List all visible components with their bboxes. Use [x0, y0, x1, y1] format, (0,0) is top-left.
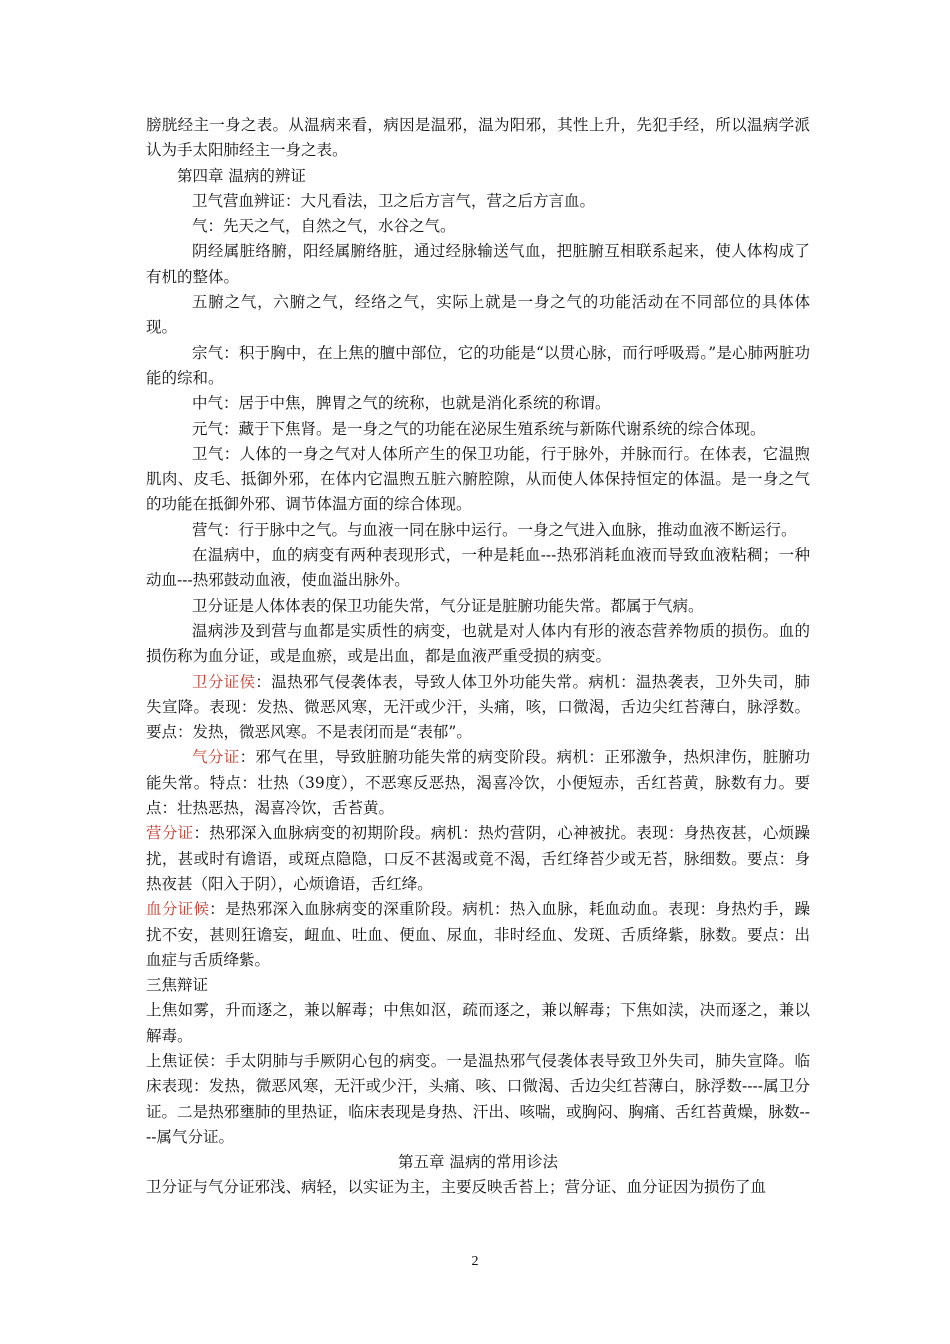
paragraph: 温病涉及到营与血都是实质性的病变，也就是对人体内有形的液态营养物质的损伤。血的损伤称为血分证，或是血瘀，或是出血，都是血液严重受损的病变。 [146, 621, 810, 666]
paragraph: 卫分证是人体体表的保卫功能失常，气分证是脏腑功能失常。都属于气病。 [192, 596, 704, 615]
page-content [146, 113, 810, 1201]
paragraph: 气：先天之气，自然之气，水谷之气。 [192, 217, 456, 236]
paragraph: 中气：居于中焦，脾胃之气的统称，也就是消化系统的称谓。 [192, 394, 611, 413]
term-text: ：温热邪气侵袭体表，导致人体卫外功能失常。病机：温热袭表，卫外失司，肺失宣降。表现：发热、微恶风寒，无汗或少汗，头痛，咳，口微渴，舌边尖红苔薄白，脉浮数。要点：发热，微恶风寒。不是表闭而是“表郁”。 [146, 672, 810, 742]
term-text: ：热邪深入血脉病变的初期阶段。病机：热灼营阴，心神被扰。表现：身热夜甚，心烦躁扰，甚或时有谵语，或斑点隐隐，口反不甚渴或竟不渴，舌红绛苔少或无苔，脉细数。要点：身热夜甚（阳入于阴），心烦谵语，舌红绛。 [146, 824, 810, 893]
paragraph-qi-fen [146, 745, 810, 821]
paragraph: 上焦证侯：手太阴肺与手厥阴心包的病变。一是温热邪气侵袭体表导致卫外失司，肺失宣降。临床表现：发热，微恶风寒，无汗或少汗，头痛、咳、口微渴、舌边尖红苔薄白，脉浮数----属卫分证。二是热邪壅肺的里热证，临床表现是身热、汗出、咳喘，或胸闷、胸痛、舌红苔黄燥，脉数----属气分证。 [146, 1051, 810, 1146]
term-text: ：是热邪深入血脉病变的深重阶段。病机：热入血脉，耗血动血。表现：身热灼手，躁扰不安，甚则狂谵妄，衄血、吐血、便血、尿血，非时经血、发斑、舌质绛紫，脉数。要点：出血症与舌质绛紫。 [146, 900, 810, 969]
paragraph: 阴经属脏络腑，阳经属腑络脏，通过经脉输送气血，把脏腑互相联系起来，使人体构成了有机的整体。 [146, 242, 810, 286]
paragraph-ying-fen [146, 821, 810, 897]
chapter-heading-5: 第五章 温病的常用诊法 [398, 1153, 558, 1172]
term-label: 营分证 [146, 824, 194, 843]
section-heading: 三焦辩证 [146, 976, 209, 995]
term-label: 气分证 [192, 748, 240, 767]
chapter-heading-4: 第四章 温病的辨证 [177, 166, 306, 185]
page-number: 2 [471, 1254, 479, 1269]
paragraph: 卫气营血辨证：大凡看法，卫之后方言气，营之后方言血。 [192, 191, 596, 210]
term-label: 卫分证侯 [192, 672, 256, 691]
paragraph: 营气：行于脉中之气。与血液一同在脉中运行。一身之气进入血脉，推动血液不断运行。 [192, 520, 797, 539]
paragraph-continued: 膀胱经主一身之表。从温病来看，病因是温邪，温为阳邪，其性上升，先犯手经，所以温病学派认为手太阳肺经主一身之表。 [146, 116, 810, 160]
paragraph-xue-fen [146, 897, 810, 973]
paragraph: 在温病中，血的病变有两种表现形式，一种是耗血---热邪消耗血液而导致血液粘稠；一种动血---热邪鼓动血液，使血溢出脉外。 [146, 546, 810, 590]
paragraph: 卫气：人体的一身之气对人体所产生的保卫功能，行于脉外，并脉而行。在体表，它温煦肌肉、皮毛、抵御外邪，在体内它温煦五脏六腑腔隙，从而使人体保持恒定的体温。是一身之气的功能在抵御外邪、调节体温方面的综合体现。 [146, 444, 810, 514]
term-text: ：邪气在里，导致脏腑功能失常的病变阶段。病机：正邪激争，热炽津伤，脏腑功能失常。特点：壮热（39度），不恶寒反恶热，渴喜冷饮，小便短赤，舌红苔黄，脉数有力。要点：壮热恶热，渴喜冷饮，舌苔黄。 [146, 748, 810, 818]
paragraph: 上焦如雾，升而逐之，兼以解毒；中焦如沤，疏而逐之，兼以解毒；下焦如渎，决而逐之，兼以解毒。 [146, 1001, 810, 1045]
paragraph: 元气：藏于下焦肾。是一身之气的功能在泌尿生殖系统与新陈代谢系统的综合体现。 [192, 419, 766, 438]
term-label: 血分证候 [146, 900, 210, 919]
paragraph: 宗气：积于胸中，在上焦的膻中部位，它的功能是“以贯心脉，而行呼吸焉。”是心肺两脏功能的综和。 [146, 343, 810, 387]
paragraph-wei-fen [146, 670, 810, 746]
paragraph: 五腑之气，六腑之气，经络之气，实际上就是一身之气的功能活动在不同部位的具体体现。 [146, 293, 810, 337]
paragraph: 卫分证与气分证邪浅、病轻，以实证为主，主要反映舌苔上；营分证、血分证因为损伤了血 [146, 1178, 767, 1197]
